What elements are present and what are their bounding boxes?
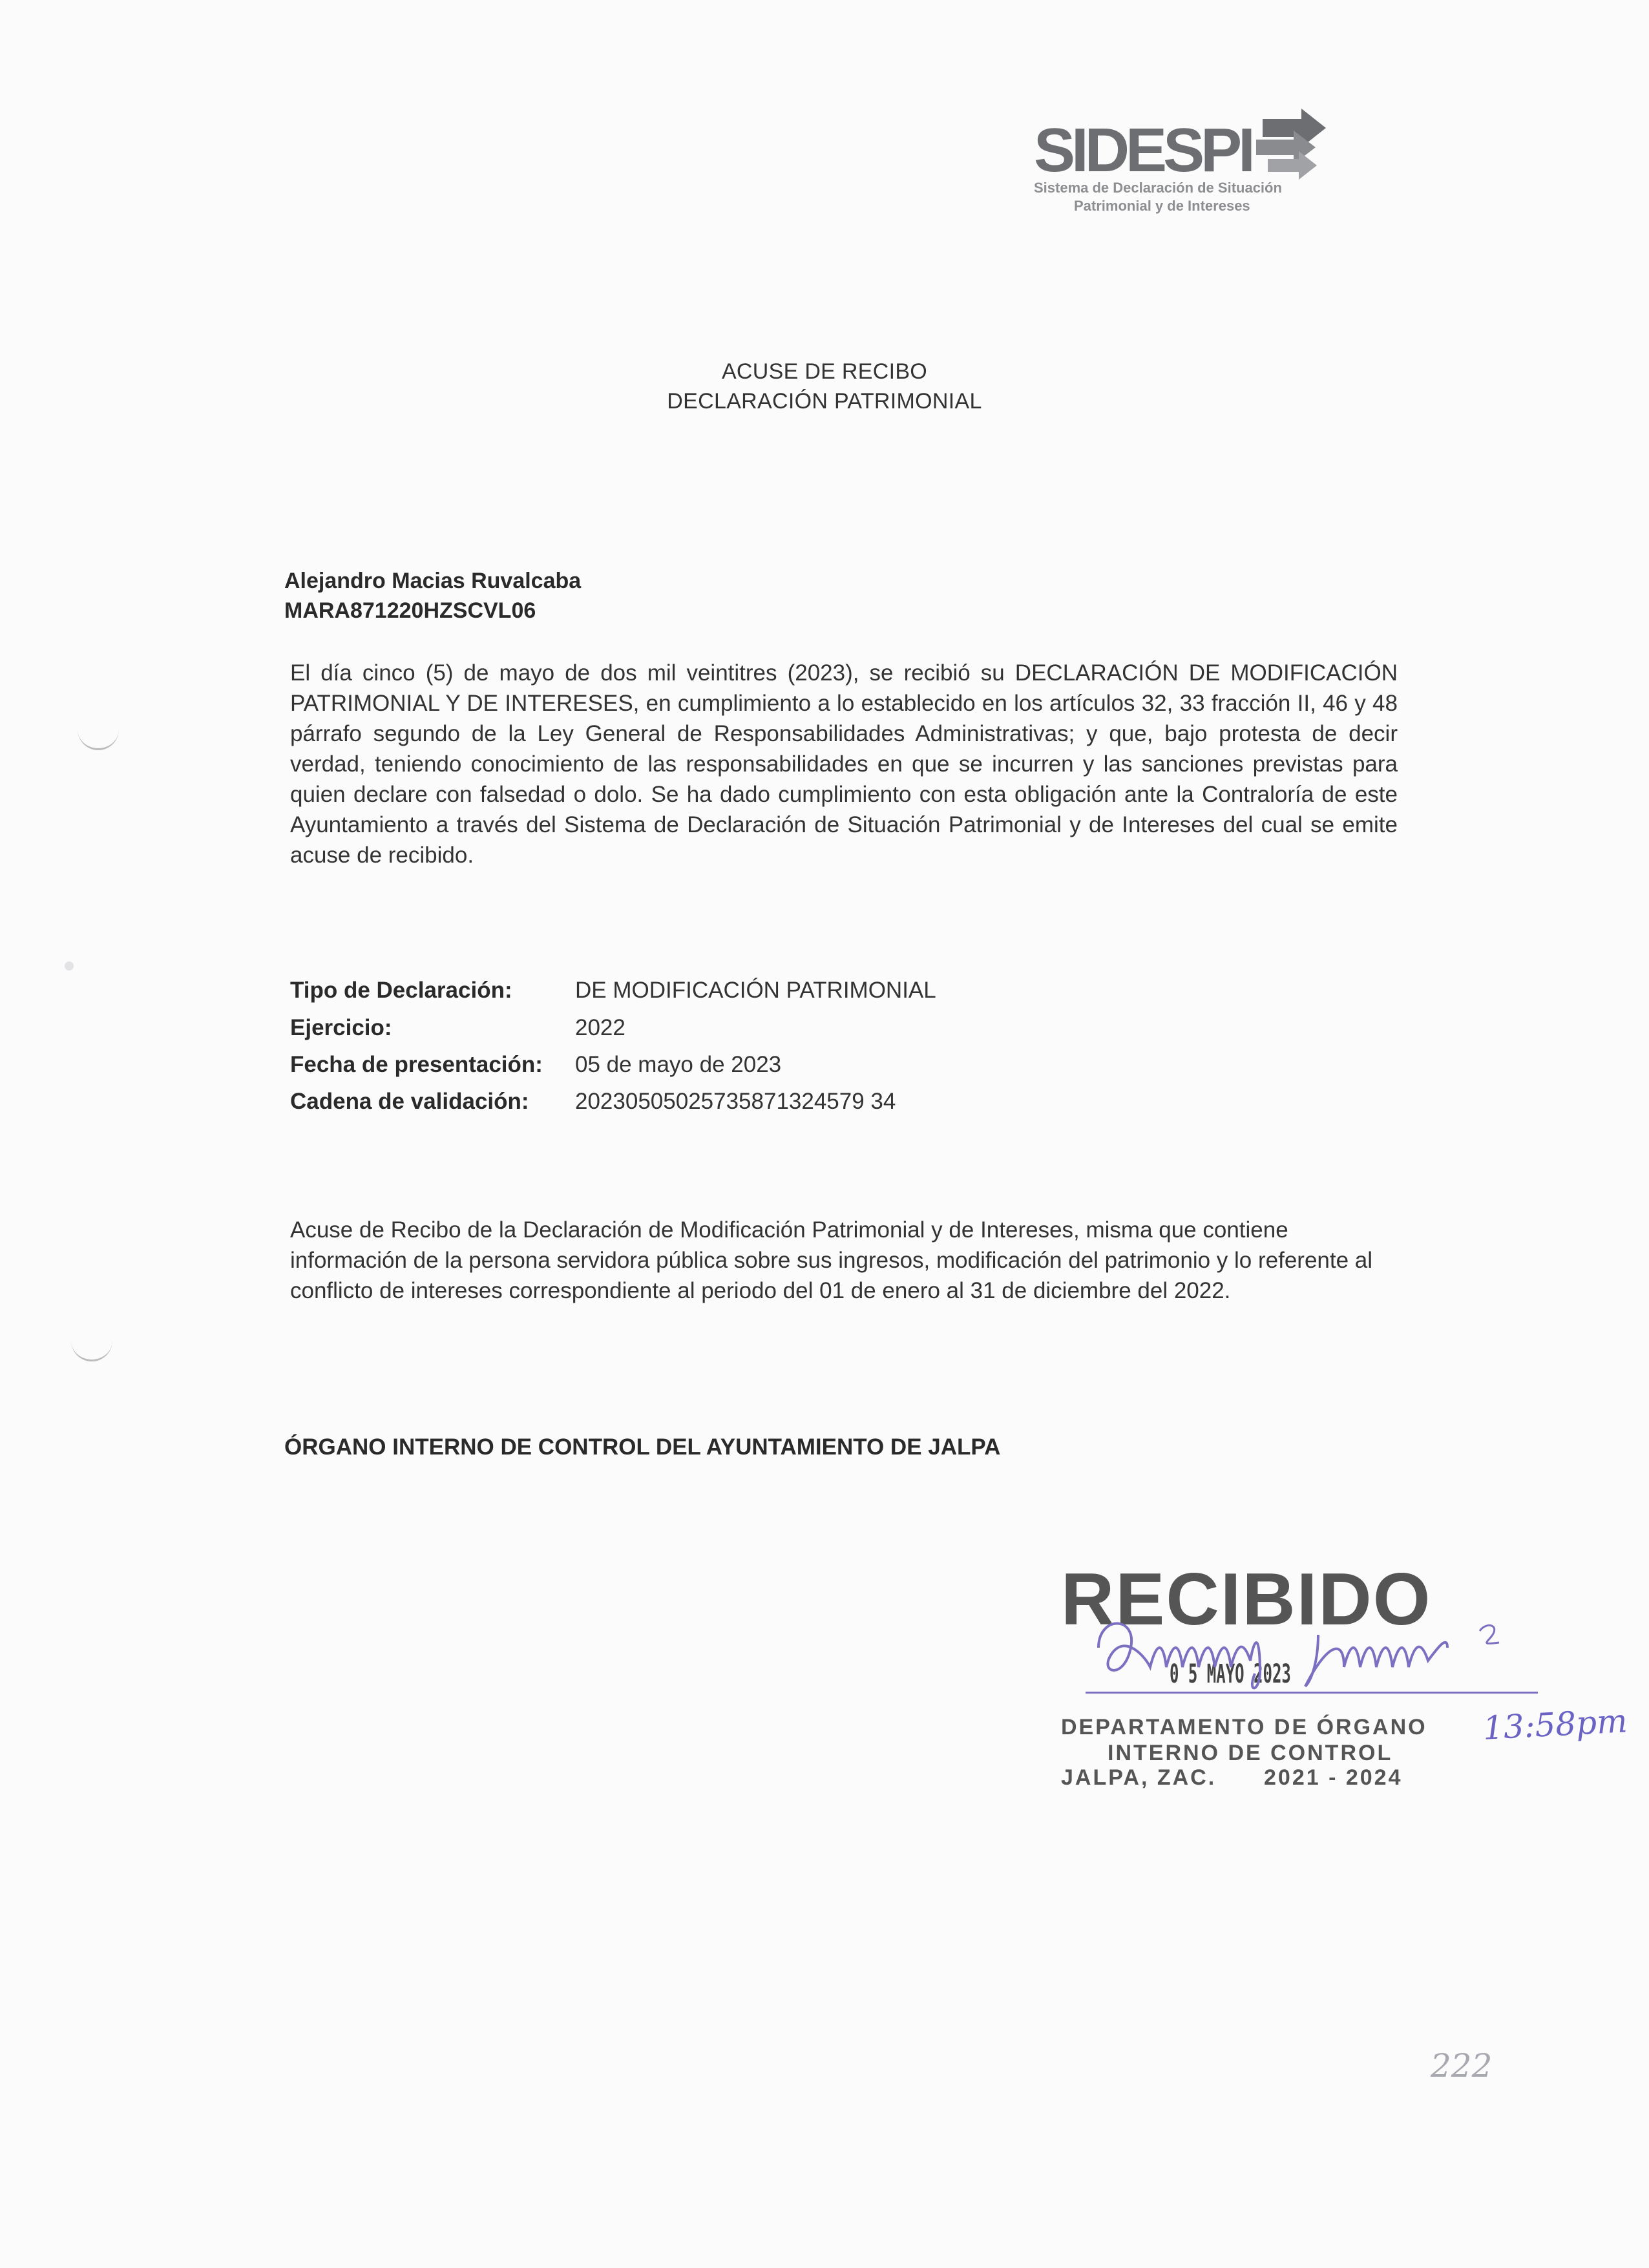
declarant-rfc: MARA871220HZSCVL06 [284, 598, 536, 623]
sidespi-logo [1031, 97, 1335, 220]
handwritten-time: 13:58pm [1482, 1702, 1628, 1747]
received-stamp [1060, 1557, 1649, 1803]
logo-wordmark: SIDESPI [1034, 116, 1252, 185]
page-number: 222 [1431, 2047, 1493, 2084]
scan-dot [65, 961, 74, 971]
logo-subtitle-line2: Patrimonial y de Intereses [1074, 198, 1250, 214]
stamp-department-line2: INTERNO DE CONTROL [1108, 1741, 1393, 1765]
issuing-organ: ÓRGANO INTERNO DE CONTROL DEL AYUNTAMIENTO DE JALPA [284, 1434, 1001, 1460]
stamp-recibido: RECIBIDO [1061, 1559, 1432, 1641]
ejercicio-label: Ejercicio: [290, 1015, 392, 1040]
fecha-label: Fecha de presentación: [290, 1052, 543, 1077]
document-title-line1: ACUSE DE RECIBO [721, 359, 928, 384]
handwritten-signature [1086, 1609, 1590, 1699]
cadena-label: Cadena de validación: [290, 1089, 529, 1114]
logo-subtitle-line1: Sistema de Declaración de Situación [1034, 180, 1282, 196]
stamp-department-line1: DEPARTAMENTO DE ÓRGANO [1061, 1715, 1427, 1739]
stamp-location: JALPA, ZAC. [1061, 1765, 1217, 1790]
ejercicio-value: 2022 [575, 1015, 625, 1040]
cadena-value: 20230505025735871324579 34 [575, 1089, 896, 1114]
stamp-date: 0 5 MAYO 2023 [1170, 1659, 1291, 1689]
document-title-line2: DECLARACIÓN PATRIMONIAL [667, 389, 982, 414]
scope-paragraph: Acuse de Recibo de la Declaración de Modificación Patrimonial y de Intereses, misma que contiene información de la persona servidora pública sobre sus ingresos, modificación del patrimonio y lo referente al conflicto de intereses correspondiente al periodo del 01 de enero al 31 de diciembre del 2022. [290, 1217, 1373, 1303]
arrows-icon [1256, 100, 1334, 184]
fecha-value: 05 de mayo de 2023 [575, 1052, 782, 1077]
tipo-value: DE MODIFICACIÓN PATRIMONIAL [575, 978, 936, 1003]
punch-hole-mark [78, 729, 119, 750]
tipo-label: Tipo de Declaración: [290, 978, 512, 1003]
punch-hole-mark [71, 1340, 112, 1361]
declarant-name: Alejandro Macias Ruvalcaba [284, 569, 582, 593]
receipt-paragraph: El día cinco (5) de mayo de dos mil veintitres (2023), se recibió su DECLARACIÓN DE MODIFICACIÓN PATRIMONIAL Y DE INTERESES, en cumplimiento a lo establecido en los artículos 32, 33 fracción II, 46 y 48 párrafo segundo de la Ley General de Responsabilidades Administrativas; y que, bajo protesta de decir verdad, teniendo conocimiento de las responsabilidades en que se incurren y las sanciones previstas para quien declare con falsedad o dolo. Se ha dado cumplimiento con esta obligación ante la Contraloría de este Ayuntamiento a través del Sistema de Declaración de Situación Patrimonial y de Intereses del cual se emite acuse de recibido. [290, 660, 1398, 868]
stamp-period: 2021 - 2024 [1264, 1765, 1403, 1790]
